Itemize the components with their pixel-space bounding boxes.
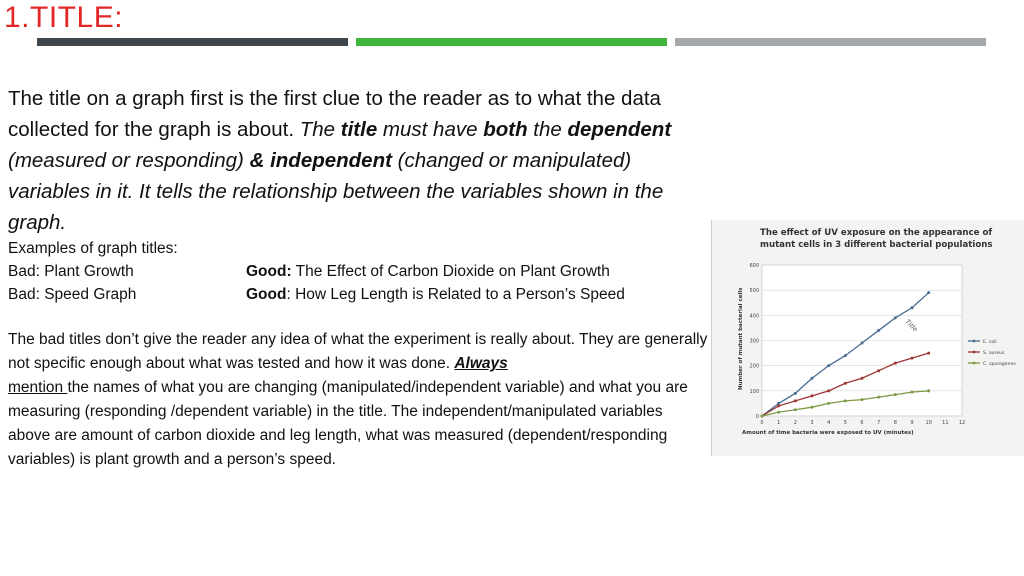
good-example: Good: How Leg Length is Related to a Person’s Speed bbox=[246, 286, 625, 303]
bad-example: Bad: Plant Growth bbox=[8, 263, 134, 280]
y-tick-label: 600 bbox=[749, 263, 759, 269]
accent-bar-gray bbox=[675, 38, 986, 46]
x-tick-label: 5 bbox=[843, 420, 847, 426]
chart-annotation: Title bbox=[903, 317, 920, 334]
data-point bbox=[911, 357, 914, 360]
slide-title: 1.TITLE: bbox=[4, 1, 124, 34]
legend-marker bbox=[973, 340, 976, 343]
chart-title-line2: mutant cells in 3 different bacterial populations bbox=[760, 240, 993, 250]
x-axis-label: Amount of time bacteria were exposed to UV (minutes) bbox=[742, 430, 914, 436]
x-tick-label: 7 bbox=[877, 420, 881, 426]
y-tick-label: 100 bbox=[749, 388, 759, 395]
legend-marker bbox=[973, 351, 976, 354]
data-point bbox=[894, 316, 897, 319]
legend-label: C. sporogenes bbox=[983, 362, 1016, 367]
data-point bbox=[877, 369, 880, 372]
data-point bbox=[861, 398, 864, 401]
good-example: Good: The Effect of Carbon Dioxide on Plant Growth bbox=[246, 263, 610, 280]
data-point bbox=[894, 362, 897, 365]
example-chart bbox=[711, 220, 1024, 456]
y-tick-label: 300 bbox=[749, 338, 759, 345]
legend-label: S. aureus bbox=[983, 351, 1005, 356]
data-point bbox=[811, 377, 814, 380]
explanation-paragraph: The bad titles don’t give the reader any idea of what the experiment is really about. They are generally not specific enough about what was tested and how it was done. Always mention the names of what you are changing (manipulated/independent variable) and what you are measuring (responding /dependent variable) in the title. The independent/manipulated variables above are amount of carbon dioxide and leg length, what was measured (dependent/responding variables) is plant growth and a person’s speed. bbox=[8, 331, 708, 468]
data-point bbox=[861, 342, 864, 345]
x-tick-label: 2 bbox=[793, 420, 797, 426]
intro-paragraph: The title on a graph first is the first clue to the reader as to what the data collected for the graph is about. The title must have both the dependent (measured or responding) & independent (changed or manipulated) variables in it. It tells the relationship between the variables shown in the graph. bbox=[8, 87, 672, 234]
y-tick-label: 500 bbox=[749, 288, 759, 295]
examples-heading: Examples of graph titles: bbox=[8, 240, 178, 257]
x-tick-label: 9 bbox=[910, 420, 914, 426]
data-point bbox=[877, 329, 880, 332]
legend-label: E. coli bbox=[983, 340, 997, 345]
chart-svg bbox=[712, 220, 1024, 456]
x-tick-label: 4 bbox=[827, 420, 831, 426]
data-point bbox=[844, 399, 847, 402]
data-point bbox=[827, 364, 830, 367]
data-point bbox=[827, 402, 830, 405]
data-point bbox=[811, 394, 814, 397]
data-point bbox=[844, 382, 847, 385]
data-point bbox=[777, 404, 780, 407]
examples-block bbox=[8, 237, 708, 306]
data-point bbox=[794, 399, 797, 402]
data-point bbox=[927, 352, 930, 355]
x-tick-label: 12 bbox=[958, 420, 966, 426]
data-point bbox=[927, 291, 930, 294]
accent-bar-green bbox=[356, 38, 667, 46]
x-tick-label: 6 bbox=[860, 420, 864, 426]
accent-bar-dark bbox=[37, 38, 348, 46]
data-point bbox=[844, 354, 847, 357]
legend-marker bbox=[973, 362, 976, 365]
data-point bbox=[777, 411, 780, 414]
y-tick-label: 200 bbox=[749, 363, 759, 370]
data-point bbox=[794, 408, 797, 411]
data-point bbox=[927, 389, 930, 392]
data-point bbox=[911, 391, 914, 394]
data-point bbox=[827, 389, 830, 392]
data-point bbox=[911, 306, 914, 309]
data-point bbox=[861, 377, 864, 380]
x-tick-label: 1 bbox=[777, 420, 781, 426]
x-tick-label: 0 bbox=[760, 420, 764, 426]
y-tick-label: 400 bbox=[749, 313, 759, 320]
example-row bbox=[8, 283, 708, 306]
bad-example: Bad: Speed Graph bbox=[8, 286, 137, 303]
data-point bbox=[894, 393, 897, 396]
x-tick-label: 3 bbox=[810, 420, 814, 426]
data-point bbox=[761, 415, 764, 418]
y-tick-label: 0 bbox=[755, 414, 759, 420]
data-point bbox=[811, 406, 814, 409]
y-axis-label: Number of mutant bacterial cells bbox=[738, 287, 744, 390]
x-tick-label: 11 bbox=[942, 420, 949, 426]
data-point bbox=[794, 392, 797, 395]
data-point bbox=[877, 396, 880, 399]
example-row bbox=[8, 260, 708, 283]
x-tick-label: 10 bbox=[925, 420, 932, 426]
x-tick-label: 8 bbox=[893, 420, 897, 426]
chart-title-line1: The effect of UV exposure on the appearance of bbox=[760, 228, 993, 238]
